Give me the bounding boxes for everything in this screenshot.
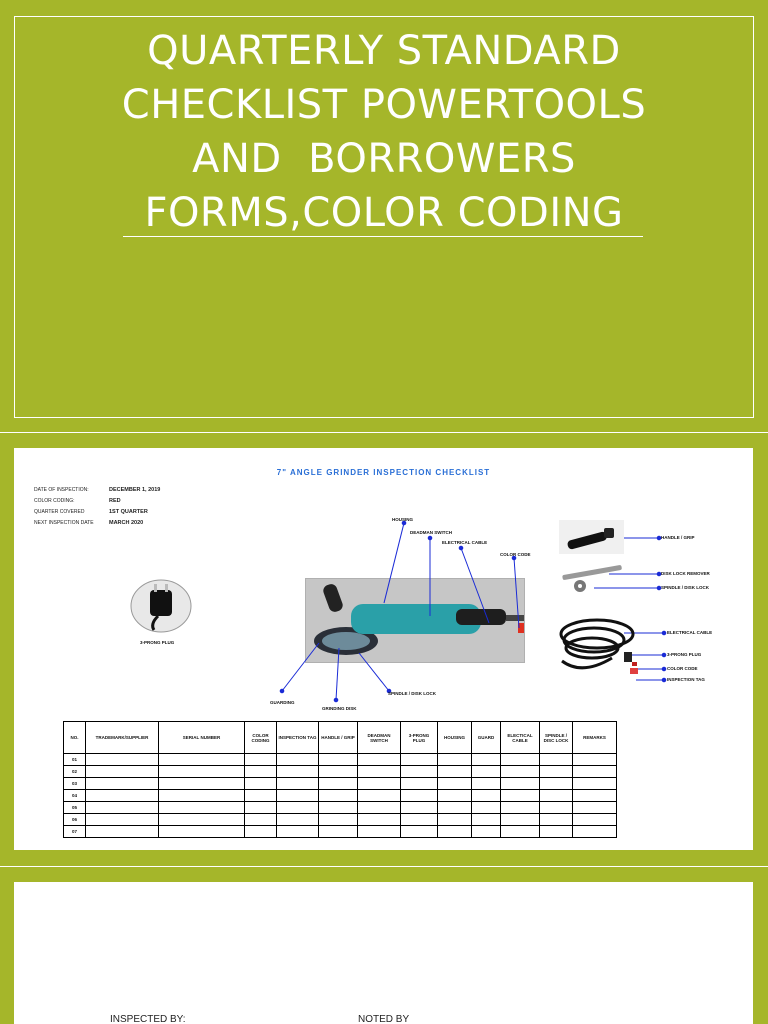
info-label: DATE OF INSPECTION: (34, 486, 89, 493)
cell[interactable] (277, 754, 319, 766)
cell[interactable] (540, 778, 573, 790)
cell[interactable] (438, 778, 472, 790)
electrical-cable-image (552, 606, 642, 684)
noted-by-label: NOTED BY (358, 1014, 410, 1024)
cell[interactable] (358, 754, 401, 766)
title-line-1: QUARTERLY STANDARD (147, 28, 621, 74)
cell[interactable] (358, 814, 401, 826)
row-number: 05 (64, 802, 86, 814)
cell[interactable] (319, 802, 358, 814)
cell[interactable] (245, 814, 277, 826)
cell[interactable] (501, 778, 540, 790)
info-value: 1ST QUARTER (109, 508, 148, 515)
cell[interactable] (159, 814, 245, 826)
title-line-4: FORMS,COLOR CODING (144, 190, 624, 236)
cell[interactable] (401, 790, 438, 802)
cell[interactable] (245, 754, 277, 766)
callout-deadman-switch: DEADMAN SWITCH (410, 530, 452, 535)
disk-lock-remover-image (560, 564, 626, 594)
cell[interactable] (86, 826, 159, 838)
cell[interactable] (501, 766, 540, 778)
cell[interactable] (358, 766, 401, 778)
cell[interactable] (86, 754, 159, 766)
title-slide (0, 0, 768, 430)
cell[interactable] (245, 802, 277, 814)
cell[interactable] (501, 754, 540, 766)
cell[interactable] (472, 826, 501, 838)
title-line-2: CHECKLIST POWERTOOLS (121, 82, 647, 128)
info-value: MARCH 2020 (109, 519, 144, 526)
cell[interactable] (501, 790, 540, 802)
cell[interactable] (86, 802, 159, 814)
cell[interactable] (159, 778, 245, 790)
table-header: GUARD (472, 722, 501, 754)
cell[interactable] (277, 814, 319, 826)
cell[interactable] (438, 754, 472, 766)
title-underline (123, 236, 643, 237)
cell[interactable] (438, 790, 472, 802)
table-row (64, 778, 617, 790)
callout-color-code: COLOR CODE (500, 552, 531, 557)
table-header: SERIAL NUMBER (159, 722, 245, 754)
callout-spindle-disk-lock: SPINDLE / DISK LOCK (388, 691, 437, 696)
callout-color-code-right: COLOR CODE (667, 666, 698, 671)
cell[interactable] (358, 778, 401, 790)
callout-disk-lock-remover: DISK LOCK REMOVER (661, 571, 710, 576)
cell[interactable] (573, 766, 617, 778)
row-number: 06 (64, 814, 86, 826)
cell[interactable] (540, 790, 573, 802)
cell[interactable] (472, 790, 501, 802)
table-header: DEADMAN SWITCH (358, 722, 401, 754)
cell[interactable] (540, 754, 573, 766)
cell[interactable] (401, 766, 438, 778)
callout-lines (14, 448, 753, 718)
cell[interactable] (540, 802, 573, 814)
slide-title (30, 24, 738, 240)
cell[interactable] (319, 790, 358, 802)
signature-slide (14, 882, 753, 1024)
table-header: 3-PRONG PLUG (401, 722, 438, 754)
info-label: NEXT INSPECTION DATE (34, 519, 94, 526)
handle-grip-image (559, 520, 624, 554)
cell[interactable] (277, 778, 319, 790)
info-value: RED (109, 497, 121, 504)
cell[interactable] (358, 826, 401, 838)
callout-housing: HOUSING (392, 517, 414, 522)
cell[interactable] (401, 754, 438, 766)
table-header: HOUSING (438, 722, 472, 754)
table-header-row (64, 722, 617, 754)
checklist-title: 7" ANGLE GRINDER INSPECTION CHECKLIST (276, 468, 491, 477)
cell[interactable] (540, 814, 573, 826)
cell[interactable] (86, 814, 159, 826)
cell[interactable] (438, 826, 472, 838)
table-row (64, 826, 617, 838)
table-header: HANDLE / GRIP (319, 722, 358, 754)
row-number: 01 (64, 754, 86, 766)
cell[interactable] (472, 814, 501, 826)
cell[interactable] (438, 802, 472, 814)
callout-spindle-disk-lock-right: SPINDLE / DISK LOCK (661, 585, 710, 590)
inspection-table (63, 721, 617, 838)
callout-inspection-tag-right: INSPECTION TAG (667, 677, 705, 682)
cell[interactable] (573, 814, 617, 826)
cell[interactable] (501, 802, 540, 814)
table-row (64, 814, 617, 826)
cell[interactable] (86, 766, 159, 778)
cell[interactable] (245, 826, 277, 838)
cell[interactable] (159, 790, 245, 802)
cell[interactable] (573, 754, 617, 766)
cell[interactable] (277, 802, 319, 814)
cell[interactable] (501, 814, 540, 826)
cell[interactable] (540, 826, 573, 838)
row-number: 03 (64, 778, 86, 790)
slide-divider (0, 432, 768, 433)
callout-electrical-cable: ELECTRICAL CABLE (442, 540, 488, 545)
callout-guarding: GUARDING (270, 700, 295, 705)
cell[interactable] (245, 766, 277, 778)
cell[interactable] (472, 766, 501, 778)
cell[interactable] (319, 826, 358, 838)
cell[interactable] (472, 778, 501, 790)
cell[interactable] (277, 826, 319, 838)
callout-electrical-cable-right: ELECTRICAL CABLE (667, 630, 713, 635)
callout-three-prong-plug: 3-PRONG PLUG (140, 640, 175, 645)
cell[interactable] (319, 814, 358, 826)
cell[interactable] (438, 814, 472, 826)
cell[interactable] (245, 778, 277, 790)
slide-divider (0, 866, 768, 867)
callout-grinding-disk: GRINDING DISK (322, 706, 357, 711)
table-row (64, 766, 617, 778)
callout-handle-grip: HANDLE / GRIP (661, 535, 695, 540)
table-row (64, 754, 617, 766)
cell[interactable] (358, 790, 401, 802)
callout-three-prong-plug-right: 3-PRONG PLUG (667, 652, 702, 657)
cell[interactable] (540, 766, 573, 778)
cell[interactable] (319, 766, 358, 778)
info-value: DECEMBER 1, 2019 (109, 486, 161, 493)
table-row (64, 790, 617, 802)
table-header: NO. (64, 722, 86, 754)
cell[interactable] (358, 802, 401, 814)
info-label: COLOR CODING: (34, 497, 75, 504)
checklist-slide (14, 448, 753, 850)
cell[interactable] (401, 814, 438, 826)
table-header: COLOR CODING (245, 722, 277, 754)
cell[interactable] (159, 766, 245, 778)
cell[interactable] (472, 802, 501, 814)
cell[interactable] (472, 754, 501, 766)
cell[interactable] (573, 778, 617, 790)
table-header: TRADEMARK/SUPPLIER (86, 722, 159, 754)
table-header: INSPECTION TAG (277, 722, 319, 754)
row-number: 02 (64, 766, 86, 778)
cell[interactable] (573, 826, 617, 838)
cell[interactable] (159, 754, 245, 766)
cell[interactable] (401, 826, 438, 838)
cell[interactable] (438, 766, 472, 778)
table-row (64, 802, 617, 814)
cell[interactable] (86, 790, 159, 802)
info-label: QUARTER COVERED (34, 508, 85, 515)
cell[interactable] (573, 802, 617, 814)
cell[interactable] (277, 790, 319, 802)
title-line-3: AND BORROWERS (192, 136, 576, 182)
cell[interactable] (401, 802, 438, 814)
cell[interactable] (159, 802, 245, 814)
cell[interactable] (401, 778, 438, 790)
table-header: REMARKS (573, 722, 617, 754)
inspected-by-label: INSPECTED BY: (110, 1014, 186, 1024)
cell[interactable] (245, 790, 277, 802)
cell[interactable] (86, 778, 159, 790)
row-number: 07 (64, 826, 86, 838)
cell[interactable] (573, 790, 617, 802)
cell[interactable] (501, 826, 540, 838)
cell[interactable] (277, 766, 319, 778)
table-header: ELECTICAL CABLE (501, 722, 540, 754)
row-number: 04 (64, 790, 86, 802)
cell[interactable] (319, 778, 358, 790)
cell[interactable] (159, 826, 245, 838)
cell[interactable] (319, 754, 358, 766)
table-header: SPINDLE / DISC LOCK (540, 722, 573, 754)
